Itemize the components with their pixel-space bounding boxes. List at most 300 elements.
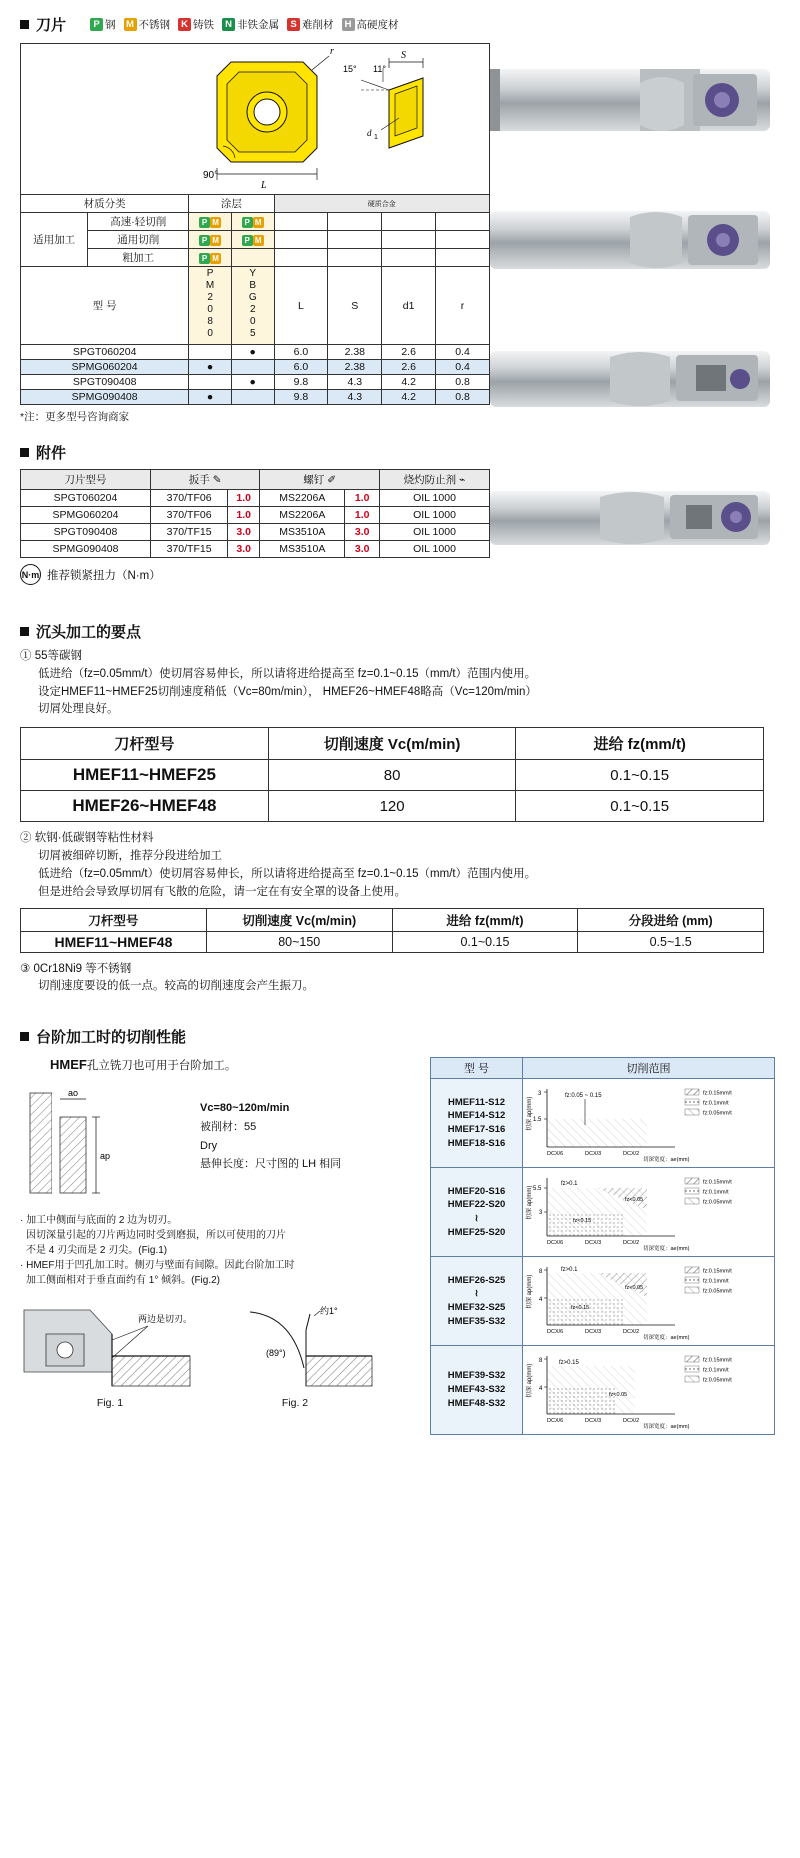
range-chart-4 — [525, 1348, 753, 1432]
col-material-class: 材质分类 — [21, 195, 189, 213]
figure-1 — [20, 1300, 200, 1409]
svg-text:ао: ао — [68, 1088, 79, 1099]
point-2-line: 切屑被细碎切断，推荐分段进给加工 — [38, 850, 222, 863]
grade-ybg205 — [231, 267, 274, 345]
insert-left-column — [20, 43, 490, 595]
cell-screw-torque: 1.0 — [345, 507, 380, 524]
col-coating: 涂层 — [189, 195, 274, 213]
cell-fz: 0.1~0.15 — [516, 760, 764, 791]
svg-text:fz:0.1mm/t: fz:0.1mm/t — [703, 1367, 729, 1374]
svg-text:3: 3 — [538, 1091, 542, 1098]
table-row — [21, 390, 490, 405]
product-photo-1 — [490, 43, 770, 175]
cell-wrench-torque: 3.0 — [228, 541, 260, 558]
col-wrench-label: 扳手 — [188, 474, 210, 486]
svg-text:r: r — [330, 46, 334, 57]
insert-note: *注：更多型号咨询商家 — [20, 411, 130, 423]
svg-text:3: 3 — [539, 1210, 543, 1217]
cond-material: 被削材：55 — [200, 1120, 257, 1133]
col-model: 型 号 — [431, 1058, 523, 1079]
cell-model: HMEF11~HMEF25 — [21, 760, 269, 791]
svg-text:4: 4 — [539, 1297, 543, 1304]
col-screw-label: 螺钉 — [303, 474, 325, 486]
cell-vc: 120 — [268, 791, 516, 822]
step-section-body — [20, 1057, 780, 1435]
model-name: ≀ — [474, 1213, 479, 1225]
spray-icon: ⌁ — [459, 474, 466, 486]
legend-item-N — [222, 17, 279, 32]
cell-wrench-torque: 1.0 — [228, 490, 260, 507]
screw-icon: ✐ — [327, 474, 336, 486]
hmef-text: 孔立铣刀也可用于台阶加工。 — [86, 1060, 237, 1073]
cell-d1: 2.6 — [382, 345, 436, 360]
cell-model: SPGT060204 — [21, 490, 151, 507]
empty-cell — [436, 249, 490, 267]
cell-d1: 4.2 — [382, 390, 436, 405]
step-illustration-svg — [20, 1083, 200, 1203]
svg-text:DCX/6: DCX/6 — [547, 1151, 564, 1158]
points-list-3 — [20, 961, 780, 997]
svg-text:8: 8 — [539, 1358, 543, 1365]
model-name: HMEF18-S16 — [447, 1137, 506, 1149]
model-name: HMEF11-S12 — [447, 1096, 506, 1108]
cell-model: HMEF26~HMEF48 — [21, 791, 269, 822]
cell-wrench: 370/TF15 — [151, 524, 228, 541]
product-photo-4 — [490, 457, 770, 589]
point-1-title: ① 55等碳钢 — [20, 650, 82, 662]
empty-cell — [274, 249, 328, 267]
col-screw — [260, 470, 380, 490]
cell-S: 2.38 — [328, 345, 382, 360]
model-name: HMEF39-S32 — [447, 1370, 506, 1382]
svg-text:5.5: 5.5 — [533, 1186, 542, 1193]
empty-cell — [328, 249, 382, 267]
bullet-square-icon — [20, 1032, 29, 1041]
material-P-icon: P — [199, 217, 210, 228]
svg-text:90°: 90° — [203, 170, 219, 181]
svg-text:DCX/2: DCX/2 — [623, 1151, 640, 1158]
col-oil — [380, 470, 490, 490]
apply-mark-cell — [231, 231, 274, 249]
svg-text:切深宽度：ae(mm): 切深宽度：ae(mm) — [643, 1246, 690, 1253]
insert-drawing-svg — [21, 44, 489, 194]
table-row — [431, 1346, 775, 1435]
section-title-points — [20, 621, 780, 642]
apply-row-label: 高速·轻切削 — [88, 213, 189, 231]
col-S: S — [328, 267, 382, 345]
bullet-line: 不是 4 刃尖而是 2 刃尖。(Fig.1) — [26, 1245, 168, 1257]
point-2-title: ② 软钢·低碳钢等粘性材料 — [20, 832, 154, 845]
model-group-4 — [431, 1346, 523, 1435]
cell-d1: 2.6 — [382, 360, 436, 375]
svg-text:fz:0.05mm/t: fz:0.05mm/t — [703, 1377, 732, 1384]
tool-photo-svg-3 — [490, 319, 770, 451]
model-name: HMEF43-S32 — [447, 1384, 506, 1396]
empty-cell — [382, 231, 436, 249]
figure-2-svg — [210, 1300, 380, 1395]
point-1-line: 切屑处理良好。 — [38, 703, 119, 716]
cell-r: 0.4 — [436, 345, 490, 360]
empty-cell — [231, 249, 274, 267]
legend-label: 不锈钢 — [138, 19, 171, 31]
svg-text:d: d — [367, 128, 372, 138]
svg-text:切深 ap(mm): 切深 ap(mm) — [527, 1363, 533, 1399]
apply-mark-cell — [231, 213, 274, 231]
cell-r: 0.8 — [436, 390, 490, 405]
point-3-line: 切削速度要设的低一点。较高的切削速度会产生振刀。 — [38, 980, 314, 993]
material-M-icon: M — [253, 217, 264, 228]
table-row — [21, 908, 764, 931]
point-2-line: 但是进给会导致厚切屑有飞散的危险，请一定在有安全罩的设备上使用。 — [38, 885, 406, 898]
legend-item-S — [287, 17, 334, 32]
section-title-accessory — [20, 442, 490, 463]
chart-cell-3 — [523, 1257, 775, 1346]
svg-text:DCX/3: DCX/3 — [585, 1240, 602, 1247]
svg-text:DCX/6: DCX/6 — [547, 1329, 564, 1336]
svg-text:DCX/6: DCX/6 — [547, 1418, 564, 1425]
chart-cell-4 — [523, 1346, 775, 1435]
torque-note-row — [20, 564, 490, 585]
table-row — [431, 1168, 775, 1257]
cell-d1: 4.2 — [382, 375, 436, 390]
points-list — [20, 648, 780, 719]
svg-text:fz<0.05: fz<0.05 — [625, 1285, 644, 1292]
legend-label: 钢 — [105, 19, 116, 31]
cell-r: 0.8 — [436, 375, 490, 390]
product-photo-column — [490, 43, 780, 595]
material-P-icon: P — [199, 235, 210, 246]
range-chart-3 — [525, 1259, 753, 1343]
cell-S: 4.3 — [328, 375, 382, 390]
cell-fz: 0.1~0.15 — [516, 791, 764, 822]
cell-pm: ● — [189, 390, 232, 405]
cell-model: SPMG060204 — [21, 360, 189, 375]
figure-2-caption: Fig. 2 — [281, 1397, 309, 1410]
model-name: HMEF17-S16 — [447, 1124, 506, 1136]
section-label: 台阶加工时的切削性能 — [36, 1029, 187, 1047]
cell-vc: 80~150 — [206, 931, 392, 952]
svg-text:DCX/3: DCX/3 — [585, 1329, 602, 1336]
empty-cell — [274, 213, 328, 231]
table-row — [431, 1058, 775, 1079]
figure-1-caption: Fig. 1 — [96, 1397, 124, 1410]
figure-1-svg — [20, 1300, 200, 1395]
cutting-range-panel — [430, 1057, 775, 1435]
torque-unit-icon: N·m — [20, 564, 41, 585]
cell-model: HMEF11~HMEF48 — [21, 931, 207, 952]
empty-cell — [436, 231, 490, 249]
table-row — [431, 1079, 775, 1168]
cell-S: 2.38 — [328, 360, 382, 375]
empty-cell — [382, 213, 436, 231]
grade-label: YBG205 — [247, 268, 259, 340]
col-feed: 进给 fz(mm/t) — [516, 728, 764, 760]
material-M-icon: M — [210, 235, 221, 246]
cell-step: 0.5~1.5 — [578, 931, 764, 952]
figure-2-angle: (89°) — [266, 1348, 286, 1359]
bullet-square-icon — [20, 448, 29, 457]
cell-r: 0.4 — [436, 360, 490, 375]
table-row — [21, 507, 490, 524]
col-holder-model: 刀杆型号 — [21, 908, 207, 931]
cell-fz: 0.1~0.15 — [392, 931, 578, 952]
table-row — [21, 195, 490, 213]
cutting-conditions — [200, 1083, 341, 1203]
cell-screw: MS2206A — [260, 507, 345, 524]
product-photo-2 — [490, 181, 770, 313]
section-label: 沉头加工的要点 — [36, 624, 142, 641]
svg-text:DCX/2: DCX/2 — [623, 1418, 640, 1425]
col-step-feed: 分段进给 (mm) — [578, 908, 764, 931]
step-left-column — [20, 1057, 420, 1435]
wrench-icon: ✎ — [212, 474, 222, 486]
svg-text:fz:0.05mm/t: fz:0.05mm/t — [703, 1199, 732, 1206]
cell-pm — [189, 345, 232, 360]
material-M-icon: M — [210, 217, 221, 228]
material-S-icon: S — [287, 18, 300, 31]
model-name: HMEF22-S20 — [447, 1199, 506, 1211]
cell-screw-torque: 3.0 — [345, 524, 380, 541]
empty-cell — [274, 231, 328, 249]
svg-text:15°: 15° — [343, 64, 357, 74]
col-holder-model: 刀杆型号 — [21, 728, 269, 760]
model-name: HMEF20-S16 — [447, 1185, 506, 1197]
cell-ybg: ● — [231, 375, 274, 390]
empty-cell — [382, 249, 436, 267]
step-bullets — [20, 1213, 420, 1288]
svg-text:ар: ар — [100, 1151, 111, 1162]
model-name: HMEF14-S12 — [447, 1110, 506, 1122]
empty-cell — [328, 231, 382, 249]
model-name: HMEF26-S25 — [447, 1274, 506, 1286]
cutting-condition-table-1 — [20, 727, 764, 822]
table-row — [21, 267, 490, 345]
cell-screw: MS3510A — [260, 524, 345, 541]
col-cermet: 硬质合金 — [274, 195, 489, 213]
legend-item-M — [124, 17, 171, 32]
svg-text:fz:0.15mm/t: fz:0.15mm/t — [703, 1090, 732, 1097]
table-row — [21, 345, 490, 360]
points-list-2 — [20, 830, 780, 901]
table-row — [21, 760, 764, 791]
chart-cell-1 — [523, 1079, 775, 1168]
model-name: HMEF48-S32 — [447, 1398, 506, 1409]
svg-text:1: 1 — [374, 134, 378, 141]
figures-row — [20, 1300, 420, 1409]
svg-text:fz:0.05mm/t: fz:0.05mm/t — [703, 1288, 732, 1295]
col-cutting-speed: 切削速度 Vc(m/min) — [206, 908, 392, 931]
cell-wrench: 370/TF06 — [151, 507, 228, 524]
material-N-icon: N — [222, 18, 235, 31]
model-group-2 — [431, 1168, 523, 1257]
cell-L: 6.0 — [274, 345, 328, 360]
model-name: ≀ — [474, 1288, 479, 1300]
table-row — [431, 1257, 775, 1346]
table-row — [21, 470, 490, 490]
svg-text:fz:0.1mm/t: fz:0.1mm/t — [703, 1100, 729, 1107]
col-r: r — [436, 267, 490, 345]
bullet-line: 因切深量引起的刀片两边同时受到磨损，所以可使用的刀片 — [26, 1230, 286, 1242]
cell-pm — [189, 375, 232, 390]
insert-section-header — [20, 14, 780, 35]
empty-cell — [436, 213, 490, 231]
insert-top-row — [20, 43, 780, 595]
svg-text:S: S — [401, 50, 406, 61]
point-3-title: ③ 0Cr18Ni9 等不锈钢 — [20, 962, 132, 975]
section-title-insert — [20, 14, 66, 35]
svg-text:切深宽度：ae(mm): 切深宽度：ae(mm) — [643, 1157, 690, 1164]
cond-speed: Vc=80~120m/min — [200, 1102, 290, 1115]
hmef-headline — [50, 1057, 420, 1073]
material-P-icon: P — [242, 217, 253, 228]
tool-photo-svg-2 — [490, 181, 770, 313]
cell-model: SPGT060204 — [21, 345, 189, 360]
svg-text:DCX/6: DCX/6 — [547, 1240, 564, 1247]
svg-text:fz>0.1: fz>0.1 — [561, 1181, 578, 1188]
point-1-line: 设定HMEF11~HMEF25切削速度稍低（Vc=80m/min）， HMEF26~HMEF48略高（Vc=120m/min） — [38, 685, 537, 698]
table-row — [21, 249, 490, 267]
material-P-icon: P — [199, 253, 210, 264]
bullet-line: · 加工中侧面与底面的 2 边为切刃。 — [20, 1215, 178, 1227]
apply-mark-cell — [189, 231, 232, 249]
svg-text:fz:0.15mm/t: fz:0.15mm/t — [703, 1357, 732, 1364]
svg-text:DCX/3: DCX/3 — [585, 1151, 602, 1158]
svg-text:fz:0.1mm/t: fz:0.1mm/t — [703, 1189, 729, 1196]
col-d1: d1 — [382, 267, 436, 345]
apply-row-label: 通用切削 — [88, 231, 189, 249]
col-L: L — [274, 267, 328, 345]
svg-text:fz:0.15mm/t: fz:0.15mm/t — [703, 1268, 732, 1275]
model-group-3 — [431, 1257, 523, 1346]
section-label: 刀片 — [36, 17, 67, 34]
material-H-icon: H — [342, 18, 355, 31]
svg-text:fz<0.05: fz<0.05 — [625, 1197, 644, 1204]
insert-spec-table — [20, 194, 490, 405]
cell-wrench: 370/TF15 — [151, 541, 228, 558]
legend-label: 难削材 — [302, 19, 334, 31]
table-row — [21, 791, 764, 822]
cell-L: 9.8 — [274, 375, 328, 390]
table-row — [21, 360, 490, 375]
torque-note-label: 推荐锁紧扭力（N·m） — [47, 569, 161, 582]
cell-oil: OIL 1000 — [380, 490, 490, 507]
product-photo-3 — [490, 319, 770, 451]
cell-oil: OIL 1000 — [380, 507, 490, 524]
bullet-square-icon — [20, 20, 29, 29]
grade-pm2080 — [189, 267, 232, 345]
section-label: 附件 — [36, 445, 67, 462]
svg-text:fz>0.15: fz>0.15 — [559, 1360, 579, 1367]
figure-1-note: 两边是切刃。 — [138, 1314, 193, 1325]
tool-photo-svg-1 — [490, 43, 770, 175]
svg-text:fz<0.15: fz<0.15 — [573, 1218, 592, 1225]
col-wrench — [151, 470, 260, 490]
range-chart-2 — [525, 1170, 753, 1254]
svg-text:切深 ap(mm): 切深 ap(mm) — [527, 1096, 533, 1132]
svg-text:切深宽度：ae(mm): 切深宽度：ae(mm) — [643, 1424, 690, 1431]
col-model: 型 号 — [21, 267, 189, 345]
cell-ybg — [231, 390, 274, 405]
cell-ybg — [231, 360, 274, 375]
cell-screw-torque: 3.0 — [345, 541, 380, 558]
bullet-line: 加工侧面相对于垂直面约有 1° 倾斜。(Fig.2) — [26, 1275, 221, 1287]
svg-text:DCX/2: DCX/2 — [623, 1329, 640, 1336]
chart-cell-2 — [523, 1168, 775, 1257]
legend-item-H — [342, 17, 399, 32]
svg-text:fz:0.05mm/t: fz:0.05mm/t — [703, 1110, 732, 1117]
table-row — [21, 524, 490, 541]
svg-text:8: 8 — [539, 1269, 543, 1276]
cell-wrench-torque: 1.0 — [228, 507, 260, 524]
step-illustration — [20, 1083, 200, 1203]
table-row — [21, 728, 764, 760]
cell-screw: MS3510A — [260, 541, 345, 558]
cell-L: 6.0 — [274, 360, 328, 375]
svg-text:切深宽度：ae(mm): 切深宽度：ae(mm) — [643, 1335, 690, 1342]
col-oil-label: 烧灼防止剂 — [403, 474, 457, 486]
point-1-line: 低进给（fz=0.05mm/t）使切屑容易伸长，所以请将进给提高至 fz=0.1~0.15（mm/t）范围内使用。 — [38, 667, 537, 680]
col-range: 切削范围 — [523, 1058, 775, 1079]
row-applicable: 适用加工 — [21, 213, 88, 267]
model-group-1 — [431, 1079, 523, 1168]
svg-text:fz:0.15mm/t: fz:0.15mm/t — [703, 1179, 732, 1186]
table-row — [21, 490, 490, 507]
table-row — [21, 375, 490, 390]
cell-L: 9.8 — [274, 390, 328, 405]
svg-text:fz<0.15: fz<0.15 — [571, 1305, 590, 1312]
legend-item-P — [90, 17, 116, 32]
legend-item-K — [178, 17, 214, 32]
cell-S: 4.3 — [328, 390, 382, 405]
step-illustration-row — [20, 1083, 420, 1203]
svg-text:DCX/3: DCX/3 — [585, 1418, 602, 1425]
cutting-range-table — [430, 1057, 775, 1435]
model-name: HMEF35-S32 — [447, 1315, 506, 1327]
apply-mark-cell — [189, 213, 232, 231]
cell-model: SPMG060204 — [21, 507, 151, 524]
table-row — [21, 213, 490, 231]
point-2-line: 低进给（fz=0.05mm/t）使切屑容易伸长，所以请将进给提高至 fz=0.1~0.15（mm/t）范围内使用。 — [38, 867, 537, 880]
svg-text:1.5: 1.5 — [533, 1117, 542, 1124]
svg-text:fz>0.1: fz>0.1 — [561, 1267, 578, 1274]
cell-pm: ● — [189, 360, 232, 375]
model-name: HMEF32-S25 — [447, 1302, 506, 1314]
svg-text:切深 ap(mm): 切深 ap(mm) — [527, 1274, 533, 1310]
svg-text:L: L — [261, 180, 267, 191]
cell-oil: OIL 1000 — [380, 524, 490, 541]
material-M-icon: M — [253, 235, 264, 246]
svg-text:DCX/2: DCX/2 — [623, 1240, 640, 1247]
cell-wrench: 370/TF06 — [151, 490, 228, 507]
legend-label: 非铁金属 — [237, 19, 280, 31]
cell-model: SPGT090408 — [21, 375, 189, 390]
empty-cell — [328, 213, 382, 231]
material-P-icon: P — [242, 235, 253, 246]
apply-mark-cell — [189, 249, 232, 267]
hmef-label: HMEF — [50, 1057, 87, 1073]
cell-vc: 80 — [268, 760, 516, 791]
cond-coolant: Dry — [200, 1139, 218, 1152]
legend-label: 铸铁 — [193, 19, 215, 31]
cell-screw: MS2206A — [260, 490, 345, 507]
tool-photo-svg-4 — [490, 457, 770, 589]
cell-ybg: ● — [231, 345, 274, 360]
figure-2 — [210, 1300, 380, 1409]
cell-model: SPGT090408 — [21, 524, 151, 541]
svg-text:fz:0.05 ~ 0.15: fz:0.05 ~ 0.15 — [565, 1093, 602, 1100]
cell-model: SPMG090408 — [21, 390, 189, 405]
material-M-icon: M — [210, 253, 221, 264]
